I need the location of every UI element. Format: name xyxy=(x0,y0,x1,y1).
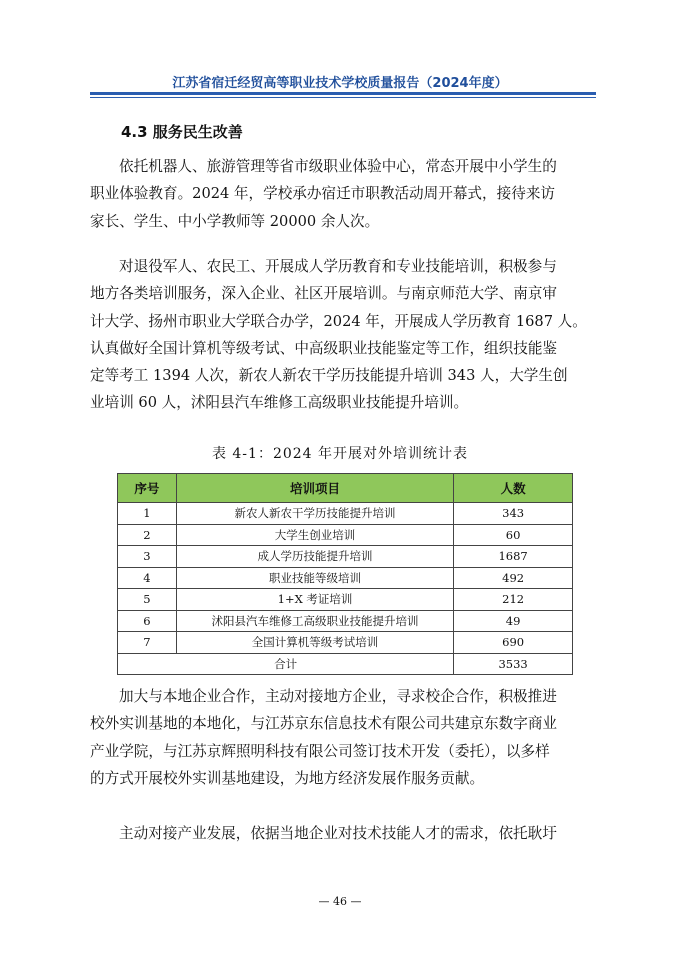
total-value: 3533 xyxy=(454,653,573,675)
header-project: 培训项目 xyxy=(176,474,453,503)
paragraph-line: 地方各类培训服务，深入企业、社区开展培训。与南京师范大学、南京审 xyxy=(90,285,558,303)
paragraph-2 xyxy=(90,253,600,417)
table-row xyxy=(118,524,573,546)
table-row xyxy=(118,632,573,654)
table-header-row xyxy=(118,474,573,503)
cell-project: 新农人新农干学历技能提升培训 xyxy=(176,503,453,525)
cell-project: 大学生创业培训 xyxy=(176,524,453,546)
paragraph-line: 定等考工 1394 人次，新农人新农干学历技能提升培训 343 人，大学生创 xyxy=(90,367,568,385)
cell-seq: 3 xyxy=(118,546,177,568)
table-row xyxy=(118,589,573,611)
header-rule-thick xyxy=(90,92,596,95)
cell-seq: 5 xyxy=(118,589,177,611)
paragraph-3 xyxy=(90,683,600,792)
cell-count: 49 xyxy=(454,610,573,632)
cell-count: 492 xyxy=(454,567,573,589)
paragraph-line: 加大与本地企业合作，主动对接地方企业，寻求校企合作，积极推进 xyxy=(119,688,557,705)
cell-count: 60 xyxy=(454,524,573,546)
header-rule-thin xyxy=(90,97,596,98)
cell-project: 全国计算机等级考试培训 xyxy=(176,632,453,654)
cell-seq: 1 xyxy=(118,503,177,525)
cell-project: 成人学历技能提升培训 xyxy=(176,546,453,568)
paragraph-line: 认真做好全国计算机等级考试、中高级职业技能鉴定等工作，组织技能鉴 xyxy=(90,339,558,357)
cell-count: 343 xyxy=(454,503,573,525)
paragraph-line: 职业体验教育。2024 年，学校承办宿迁市职教活动周开幕式，接待来访 xyxy=(90,185,556,203)
table-caption: 表 4-1：2024 年开展对外培训统计表 xyxy=(211,446,469,462)
paragraph-line: 业培训 60 人，沭阳县汽车维修工高级职业技能提升培训。 xyxy=(90,394,469,412)
cell-seq: 6 xyxy=(118,610,177,632)
header-seq: 序号 xyxy=(118,474,177,503)
table-total-row xyxy=(118,653,573,675)
page-number: — 46 — xyxy=(318,895,362,908)
page-header-title: 江苏省宿迁经贸高等职业技术学校质量报告（2024年度） xyxy=(172,76,508,91)
paragraph-1 xyxy=(90,153,600,235)
paragraph-4 xyxy=(90,820,600,847)
cell-seq: 4 xyxy=(118,567,177,589)
table-row xyxy=(118,610,573,632)
paragraph-line: 的方式开展校外实训基地建设，为地方经济发展作服务贡献。 xyxy=(90,769,485,787)
table-row xyxy=(118,546,573,568)
paragraph-line: 计大学、扬州市职业大学联合办学，2024 年，开展成人学历教育 1687 人。 xyxy=(90,312,587,330)
cell-count: 212 xyxy=(454,589,573,611)
cell-project: 1+X 考证培训 xyxy=(176,589,453,611)
cell-project: 职业技能等级培训 xyxy=(176,567,453,589)
paragraph-line: 产业学院，与江苏京辉照明科技有限公司签订技术开发（委托），以多样 xyxy=(90,742,550,760)
table-row xyxy=(118,567,573,589)
paragraph-line: 校外实训基地的本地化，与江苏京东信息技术有限公司共建京东数字商业 xyxy=(90,715,558,733)
cell-seq: 2 xyxy=(118,524,177,546)
total-label: 合计 xyxy=(118,653,454,675)
cell-count: 1687 xyxy=(454,546,573,568)
cell-count: 690 xyxy=(454,632,573,654)
paragraph-line: 依托机器人、旅游管理等省市级职业体验中心，常态开展中小学生的 xyxy=(119,158,557,175)
paragraph-line: 对退役军人、农民工、开展成人学历教育和专业技能培训，积极参与 xyxy=(119,258,557,275)
cell-seq: 7 xyxy=(118,632,177,654)
section-heading: 4.3 服务民生改善 xyxy=(121,123,243,141)
header-count: 人数 xyxy=(454,474,573,503)
paragraph-line: 主动对接产业发展，依据当地企业对技术技能人才的需求，依托耿圩 xyxy=(119,825,557,842)
cell-project: 沭阳县汽车维修工高级职业技能提升培训 xyxy=(176,610,453,632)
table-row xyxy=(118,503,573,525)
training-stats-table xyxy=(117,473,573,675)
paragraph-line: 家长、学生、中小学教师等 20000 余人次。 xyxy=(90,212,380,230)
